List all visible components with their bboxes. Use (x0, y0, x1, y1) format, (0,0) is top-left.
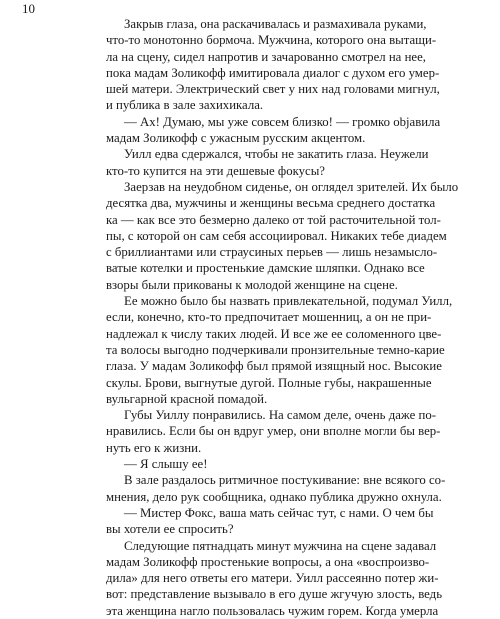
text-line: Ее можно было бы назвать привлекательной, подумал Уилл, (124, 294, 453, 309)
text-line: и публика в зале захихикала. (106, 98, 264, 113)
text-line: мнения, дело рук сообщника, однако публика дружно охнула. (106, 489, 442, 504)
text-line: ла на сцену, сидел напротив и зачарованно смотрел на нее, (106, 49, 426, 64)
text-line: — Мистер Фокс, ваша мать сейчас тут, с нами. О чем бы (124, 505, 434, 520)
text-line: нуть его к жизни. (106, 440, 202, 455)
text-line: скулы. Брови, выгнутые дугой. Полные губы, накрашенные (106, 375, 432, 390)
text-line: — Я слышу ее! (124, 457, 208, 472)
text-line: вот: представление вызывало в его душе жгучую злость, ведь (106, 587, 443, 602)
text-line: вы хотели ее спросить? (106, 522, 234, 537)
text-line: десятка два, мужчины и женщины весьма среднего достатка (106, 196, 436, 211)
text-line: Следующие пятнадцать минут мужчина на сцене задавал (124, 538, 437, 553)
text-line: Губы Уиллу понравились. На самом деле, очень даже по- (124, 408, 436, 423)
text-line: В зале раздалось ритмичное постукивание: вне всякого со- (124, 473, 446, 488)
text-line: что-то монотонно бормоча. Мужчина, которого она вытащи- (106, 33, 437, 48)
text-line: Уилл едва сдержался, чтобы не закатить глаза. Неужели (124, 147, 429, 162)
text-line: Заерзав на неудобном сиденье, он оглядел зрителей. Их было (124, 179, 459, 194)
text-line: нравились. Если бы он вдруг умер, они вполне могли бы вер- (106, 424, 441, 439)
text-line: ватые котелки и простенькие дамские шляпки. Однако все (106, 261, 425, 276)
text-line: мадам Золикофф простенькие вопросы, а она «воспроизво- (106, 554, 430, 569)
text-line: пока мадам Золикофф имитировала диалог с духом его умер- (106, 65, 440, 80)
text-line: Закрыв глаза, она раскачивалась и размахивала руками, (124, 17, 427, 31)
text-line: если, конечно, кто-то предпочитает мошенниц, а он не при- (106, 310, 432, 325)
text-line: пы, с которой он сам себя ассоциировал. Никаких тебе диадем (106, 228, 447, 243)
text-line: эта женщина нагло пользовалась чужим горем. Когда умерла (106, 603, 439, 618)
text-line: дила» для него ответы его матери. Уилл рассеянно потер жи- (106, 571, 439, 586)
text-line: с бриллиантами или страусиных перьев — лишь незамысло- (106, 245, 438, 260)
text-line: шей матери. Электрический свет у них над головами мигнул, (106, 82, 440, 97)
text-line: кто-то купится на эти дешевые фокусы? (106, 163, 325, 178)
text-line: та волосы выгодно подчеркивали пронзительные темно-карие (106, 342, 445, 357)
text-line: — Ах! Думаю, мы уже совсем близко! — громко objавила (124, 114, 441, 129)
text-line: взоры были прикованы к молодой женщине на сцене. (106, 277, 398, 292)
body-text (106, 16, 459, 619)
text-line: вульгарной красной помадой. (106, 391, 268, 406)
text-line: мадам Золикофф с ужасным русским акцентом. (106, 131, 366, 146)
text-line: ка — как все это безмерно далеко от той расточительной тол- (106, 212, 441, 227)
text-line: надлежал к числу таких людей. И все же ее соломенного цве- (106, 326, 442, 341)
page-number: 10 (22, 1, 35, 16)
text-line: глаза. У мадам Золикофф был прямой изящный нос. Высокие (106, 359, 442, 374)
